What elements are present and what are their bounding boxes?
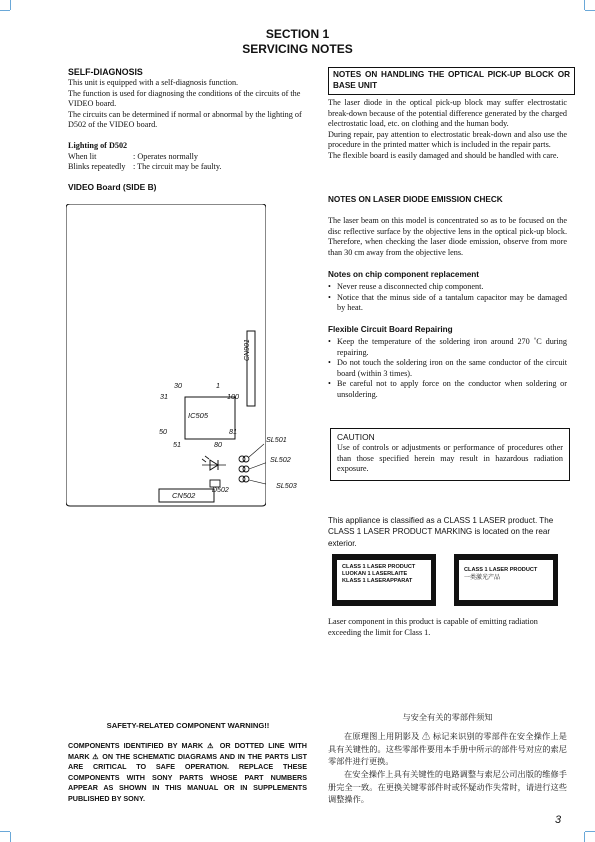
pin-51-label: 51 <box>173 440 181 449</box>
crop-mark-top-right <box>585 10 595 11</box>
section-title: SERVICING NOTES <box>242 42 353 56</box>
sl503-label: SL503 <box>276 481 297 490</box>
board-title: VIDEO Board (SIDE B) <box>68 181 157 192</box>
pin-31-label: 31 <box>160 392 168 401</box>
lighting-row-blink <box>68 162 308 173</box>
flex-notes-list <box>328 337 567 401</box>
cn901-label: CN901 <box>244 339 251 361</box>
self-diagnosis-title: SELF-DIAGNOSIS <box>68 67 143 77</box>
self-diagnosis-p3: The circuits can be determined if normal or abnormal by the lighting of D502 of the VIDEO board. <box>68 109 302 130</box>
lighting-row-blink-key: Blinks repeatedly <box>68 162 126 172</box>
flex-note-item: • Be careful not to apply force on the conductor when soldering or unsoldering. <box>328 379 567 400</box>
safety-title: SAFETY-RELATED COMPONENT WARNING!! <box>106 721 270 730</box>
page-number: 3 <box>555 814 562 826</box>
d502-label: D502 <box>212 487 229 494</box>
label2-line2: 一类激光产品 <box>464 575 501 581</box>
pin-80-label: 80 <box>214 440 222 449</box>
pin-81-label: 81 <box>229 427 237 436</box>
crop-mark-bottom-left-v <box>10 832 11 842</box>
class1-label-chinese <box>454 554 558 606</box>
self-diagnosis-p1: This unit is equipped with a self-diagnosis function. <box>68 78 239 87</box>
flex-note-item: • Keep the temperature of the soldering iron around 270 ˚C during repairing. <box>328 337 567 358</box>
label1-line2: LUOKAN 1 LASERLAITE <box>342 571 408 577</box>
self-diagnosis-p2: The function is used for diagnosing the conditions of the circuits of the VIDEO board. <box>68 88 301 109</box>
label1-inner <box>337 560 431 600</box>
chinese-title: 与安全有关的零部件须知 <box>402 713 493 722</box>
class1-label-multilingual <box>332 554 436 606</box>
lighting-row-lit <box>68 152 308 163</box>
ic505-label: IC505 <box>188 411 209 420</box>
optical-notes-title-box <box>328 67 575 95</box>
lighting-title: Lighting of D502 <box>68 140 128 150</box>
pin-100-label: 100 <box>227 392 239 401</box>
section-heading: SECTION 1 <box>265 27 330 41</box>
caution-title: CAUTION <box>337 432 375 442</box>
optical-notes-title: NOTES ON HANDLING THE OPTICAL PICK-UP BLOCK OR BASE UNIT <box>333 70 570 90</box>
video-board-diagram <box>66 204 266 520</box>
sl502-label: SL502 <box>270 455 291 464</box>
laser-check-p1: The laser beam on this model is concentrated so as to be focused on the disc reflective surface by the objective lens in the optical pick-up block. Therefore, when checking the laser diode emission, observe from more than 30 cm away from the objective lens. <box>328 216 567 257</box>
board-outline <box>66 204 266 506</box>
chip-note-item: • Notice that the minus side of a tantalum capacitor may be damaged by heat. <box>328 293 567 314</box>
crop-mark-bottom-right-v <box>584 832 585 842</box>
d502-pad <box>210 480 220 487</box>
self-diagnosis-block <box>68 67 308 193</box>
crop-mark-bottom-left <box>0 831 10 832</box>
label1-line3: KLASS 1 LASERAPPARAT <box>342 578 413 584</box>
crop-mark-top-left-v <box>10 0 11 10</box>
laser-check-title: NOTES ON LASER DIODE EMISSION CHECK <box>328 195 503 204</box>
pin-1-label: 1 <box>216 381 220 390</box>
chip-notes-title: Notes on chip component replacement <box>328 270 480 279</box>
label1-line1: CLASS 1 LASER PRODUCT <box>342 564 416 570</box>
flex-note-item: • Do not touch the soldering iron on the same conductor of the circuit board (within 3 times). <box>328 358 567 379</box>
chinese-p1: 在原理图上用阴影及 ⚠ 标记来识别的零部件在安全操作上是具有关键性的。这些零部件要用本手册中所示的部件号对应的索尼零部件进行更换。 <box>328 732 567 767</box>
crop-mark-top-left <box>0 10 10 11</box>
chip-notes-list <box>328 282 567 314</box>
chinese-p2: 在安全操作上具有关键性的电路调整与索尼公司出版的维修手册完全一致。在更换关键零部件时或怀疑动作失常时，请进行这些调整操作。 <box>328 770 567 805</box>
class1-footer: Laser component in this product is capable of emitting radiation exceeding the limit for Class 1. <box>328 617 538 637</box>
class1-text: This appliance is classified as a CLASS 1 LASER product. The CLASS 1 LASER PRODUCT MARKING is located on the rear exterior. <box>328 516 554 548</box>
lighting-row-blink-val: : The circuit may be faulty. <box>133 162 222 172</box>
pin-50-label: 50 <box>159 427 167 436</box>
chip-note-item: • Never reuse a disconnected chip component. <box>328 282 567 293</box>
label2-line1: CLASS 1 LASER PRODUCT <box>464 567 538 573</box>
pin-30-label: 30 <box>174 381 182 390</box>
lighting-row-lit-key: When lit <box>68 151 97 161</box>
optical-notes-p3: The flexible board is easily damaged and should be handled with care. <box>328 150 559 160</box>
optical-notes-p2: During repair, pay attention to electrostatic break-down and also use the procedure in the printed matter which is included in the repair parts. <box>328 129 567 150</box>
caution-box <box>330 428 570 481</box>
caution-text: Use of controls or adjustments or performance of procedures other than those specified herein may result in hazardous radiation exposure. <box>337 443 563 474</box>
flex-notes-title: Flexible Circuit Board Repairing <box>328 325 453 334</box>
crop-mark-bottom-right <box>585 831 595 832</box>
cn502-label: CN502 <box>172 491 196 500</box>
optical-notes-body <box>328 98 567 162</box>
safety-text: COMPONENTS IDENTIFIED BY MARK ⚠ OR DOTTED LINE WITH MARK ⚠ ON THE SCHEMATIC DIAGRAMS AND IN THE PARTS LIST ARE CRITICAL TO SAFE OPERATION. REPLACE THESE COMPONENTS WITH SONY PARTS WHOSE PART NUMBERS APPEAR AS SHOWN IN THIS MANUAL OR IN SUPPLEMENTS PUBLISHED BY SONY. <box>68 741 307 803</box>
lighting-row-lit-val: : Operates normally <box>133 151 199 161</box>
crop-mark-top-right-v <box>584 0 585 10</box>
optical-notes-p1: The laser diode in the optical pick-up block may suffer electrostatic break-down because of the potential difference generated by the charged electrostatic load, etc. on clothing and the human body. <box>328 98 567 129</box>
sl501-label: SL501 <box>266 435 287 444</box>
label2-inner <box>459 560 553 600</box>
